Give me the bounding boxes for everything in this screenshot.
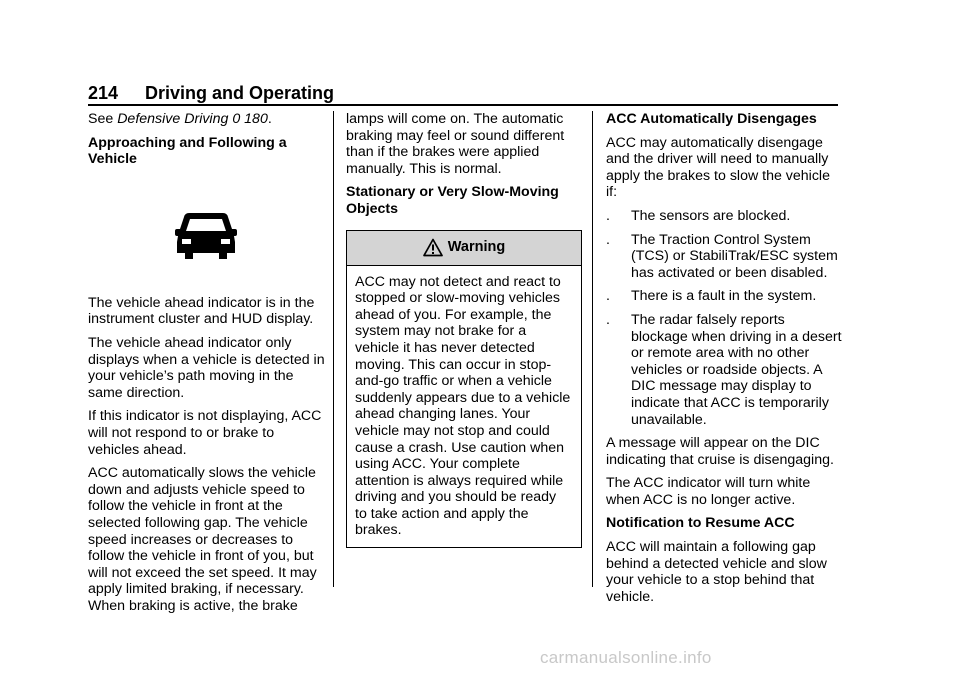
paragraph: A message will appear on the DIC indicating that cruise is disengaging. — [606, 435, 834, 468]
paragraph: The ACC indicator will turn white when ACC is no longer active. — [606, 475, 811, 508]
list-item: . The sensors are blocked. — [606, 207, 791, 224]
watermark: carmanualsonline.info — [540, 648, 712, 667]
column-divider — [592, 111, 593, 587]
section-title: Driving and Operating — [145, 83, 335, 103]
warning-header — [347, 231, 581, 266]
column-1 — [88, 111, 328, 621]
vehicle-ahead-icon — [175, 209, 237, 261]
vehicle-ahead-indicator — [88, 175, 323, 295]
warning-title: Warning — [447, 239, 506, 256]
bullet: . — [606, 231, 610, 248]
bullet: . — [606, 288, 610, 305]
warning-icon — [423, 238, 443, 258]
see-reference: See Defensive Driving 0 180. — [88, 111, 272, 127]
paragraph: ACC may automatically disengage and the driver will need to manually apply the brakes to slow the vehicle if: — [606, 134, 830, 201]
condition-list — [606, 208, 842, 428]
paragraph: If this indicator is not displaying, ACC will not respond to or brake to vehicles ahead. — [88, 408, 322, 458]
page-ref-arrow-icon: 0 — [232, 111, 241, 127]
header-rule — [88, 104, 838, 106]
list-item: . The Traction Control System (TCS) or StabiliTrak/ESC system has activated or been disabled. — [606, 231, 838, 281]
page-number: 214 — [88, 83, 119, 103]
bullet: . — [606, 311, 610, 328]
column-2 — [346, 111, 582, 548]
list-item: . The radar falsely reports blockage when driving in a desert or remote area with no other vehicles or roadside objects. A DIC message may display to indicate that ACC is temporarily unavailable. — [606, 311, 842, 428]
heading-resume: Notification to Resume ACC — [606, 515, 795, 532]
heading-disengages: ACC Automatically Disengages — [606, 111, 817, 127]
paragraph: ACC automatically slows the vehicle down and adjusts vehicle speed to follow the vehicle in front at the selected following gap. The vehicle speed increases or decreases to follow the vehicle in front of you, but will not exceed the set speed. It may apply limited braking, if necessary. When braking is active, the brake — [88, 465, 317, 614]
defensive-driving-link[interactable]: Defensive Driving — [117, 111, 229, 127]
paragraph: The vehicle ahead indicator is in the instrument cluster and HUD display. — [88, 294, 315, 328]
paragraph: The vehicle ahead indicator only displays when a vehicle is detected in your vehicle’s path moving in the same direction. — [88, 334, 325, 401]
list-item: . There is a fault in the system. — [606, 288, 817, 305]
column-divider — [333, 111, 334, 587]
heading-stationary: Stationary or Very Slow-Moving Objects — [346, 184, 559, 217]
bullet: . — [606, 207, 610, 224]
column-3 — [606, 111, 842, 612]
page-header — [88, 83, 838, 105]
warning-box — [346, 230, 582, 549]
heading-approaching: Approaching and Following a Vehicle — [88, 134, 287, 168]
paragraph: lamps will come on. The automatic braking may feel or sound different than if the brakes were applied manually. This is normal. — [346, 111, 565, 177]
paragraph: ACC will maintain a following gap behind a detected vehicle and slow your vehicle to a stop behind that vehicle. — [606, 539, 827, 605]
warning-text: ACC may not detect and react to stopped or slow-moving vehicles ahead of you. For example, the system may not brake for a vehicle it has never detected moving. This can occur in stop-and-go traffic or when a vehicle suddenly appears due to a vehicle ahead changing lanes. Your vehicle may not stop and could cause a crash. Use caution when using ACC. Your complete attention is always required while driving and you should be ready to take action and apply the brakes. — [355, 273, 571, 539]
